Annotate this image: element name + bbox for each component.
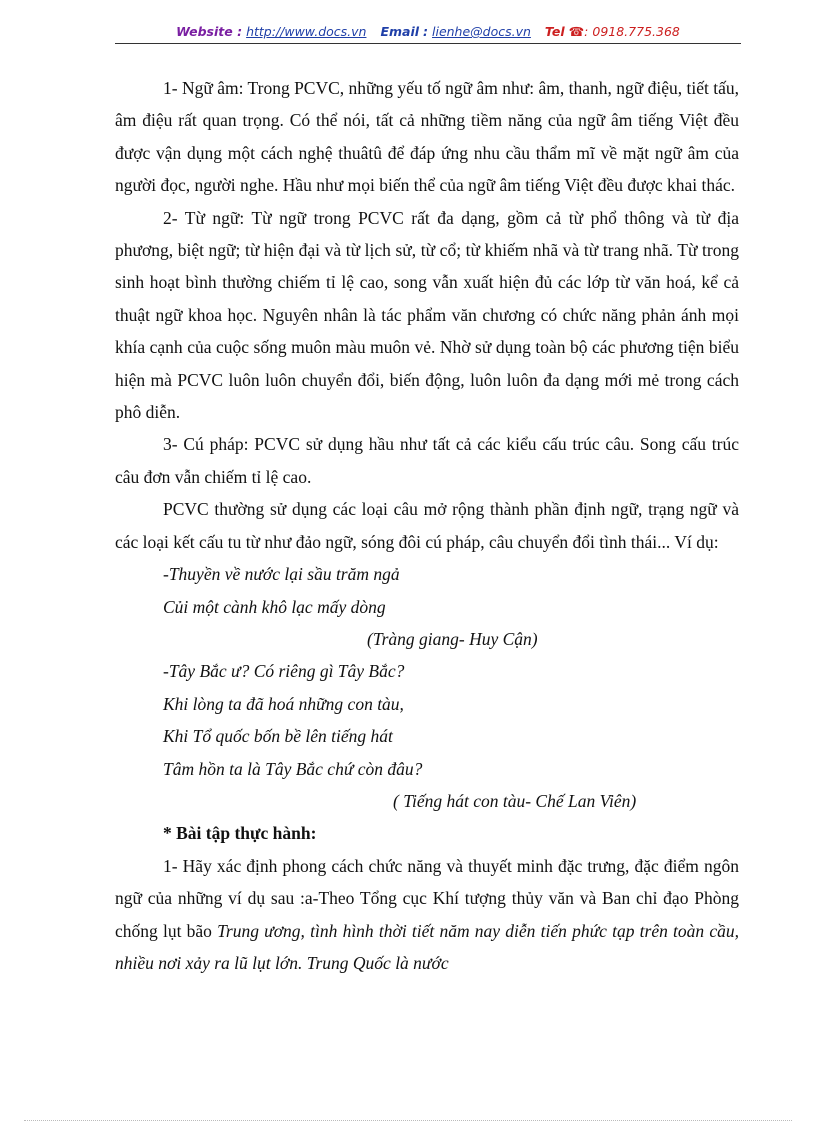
paragraph-exercise (115, 850, 739, 980)
poem-source: (Tràng giang- Huy Cận) (367, 628, 538, 649)
poem-line: -Thuyền về nước lại sầu trăm ngả (163, 564, 400, 585)
poem-line: -Tây Bắc ư? Có riêng gì Tây Bắc? (163, 661, 405, 682)
tel-label: Tel (544, 24, 565, 39)
tel-separator: : (584, 24, 589, 39)
paragraph-phonetics: 1- Ngữ âm: Trong PCVC, những yếu tố ngữ âm như: âm, thanh, ngữ điệu, tiết tấu, âm điệu rất quan trọng. Có thể nói, tất cả những tiềm năng của ngữ âm tiếng Việt đều được vận dụng một cách nghệ thuâtû để đáp ứng nhu cầu thẩm mĩ về mặt ngữ âm của người đọc, người nghe. Hầu như mọi biến thể của ngữ âm tiếng Việt đều được khai thác. (115, 78, 739, 196)
page-bottom-border (24, 1120, 792, 1121)
document-body (115, 72, 739, 979)
exercise-text-italic: Trung ương, tình hình thời tiết năm nay diễn tiến phức tạp trên toàn cầu, nhiều nơi xảy ra lũ lụt lớn. Trung Quốc là nước (115, 920, 740, 973)
header-divider (115, 43, 741, 44)
exercise-text: 1- Hãy xác định phong cách chức năng và thuyết minh đặc trưng, đặc điểm ngôn ngữ của những ví dụ sau :a-Theo Tổng cục Khí tượng thủy văn và Ban chỉ đạo Phòng chống lụt bão (115, 855, 739, 941)
phone-icon: ☎ (568, 24, 585, 39)
paragraph-vocabulary: 2- Từ ngữ: Từ ngữ trong PCVC rất đa dạng, gồm cả từ phổ thông và từ địa phương, biệt ngữ; từ hiện đại và từ lịch sử, từ cổ; từ khiếm nhã và từ trang nhã. Từ trong sinh hoạt bình thường chiếm tỉ lệ cao, song vẫn xuất hiện đủ các lớp từ văn hoá, kể cả thuật ngữ khoa học. Nguyên nhân là tác phẩm văn chương có chức năng phản ánh mọi khía cạnh của cuộc sống muôn màu muôn vẻ. Nhờ sử dụng toàn bộ các phương tiện biểu hiện mà PCVC luôn luôn chuyển đổi, biến động, luôn luôn đa dạng mới mẻ trong cách phô diễn. (115, 207, 739, 423)
page-header (115, 24, 741, 40)
tel-value: 0918.775.368 (592, 24, 680, 39)
email-link[interactable]: lienhe@docs.vn (432, 24, 531, 39)
poem-line: Tâm hồn ta là Tây Bắc chứ còn đâu? (163, 758, 423, 779)
paragraph-syntax: 3- Cú pháp: PCVC sử dụng hầu như tất cả các kiểu cấu trúc câu. Song cấu trúc câu đơn vẫn chiếm tỉ lệ cao. (115, 434, 739, 487)
paragraph-sentence-types: PCVC thường sử dụng các loại câu mở rộng thành phần định ngữ, trạng ngữ và các loại kết cấu tu từ như đảo ngữ, sóng đôi cú pháp, câu chuyển đổi tình thái... Ví dụ: (115, 499, 739, 552)
email-separator: : (423, 24, 429, 39)
poem-line: Khi Tổ quốc bốn bề lên tiếng hát (163, 726, 393, 747)
exercise-heading: * Bài tập thực hành: (163, 823, 317, 844)
poem-source: ( Tiếng hát con tàu- Chế Lan Viên) (393, 790, 637, 811)
website-label: Website : (176, 24, 243, 39)
email-label: Email (380, 24, 420, 39)
poem-line: Củi một cành khô lạc mấy dòng (163, 596, 386, 617)
poem-line: Khi lòng ta đã hoá những con tàu, (163, 693, 404, 714)
website-link[interactable]: http://www.docs.vn (246, 24, 367, 39)
